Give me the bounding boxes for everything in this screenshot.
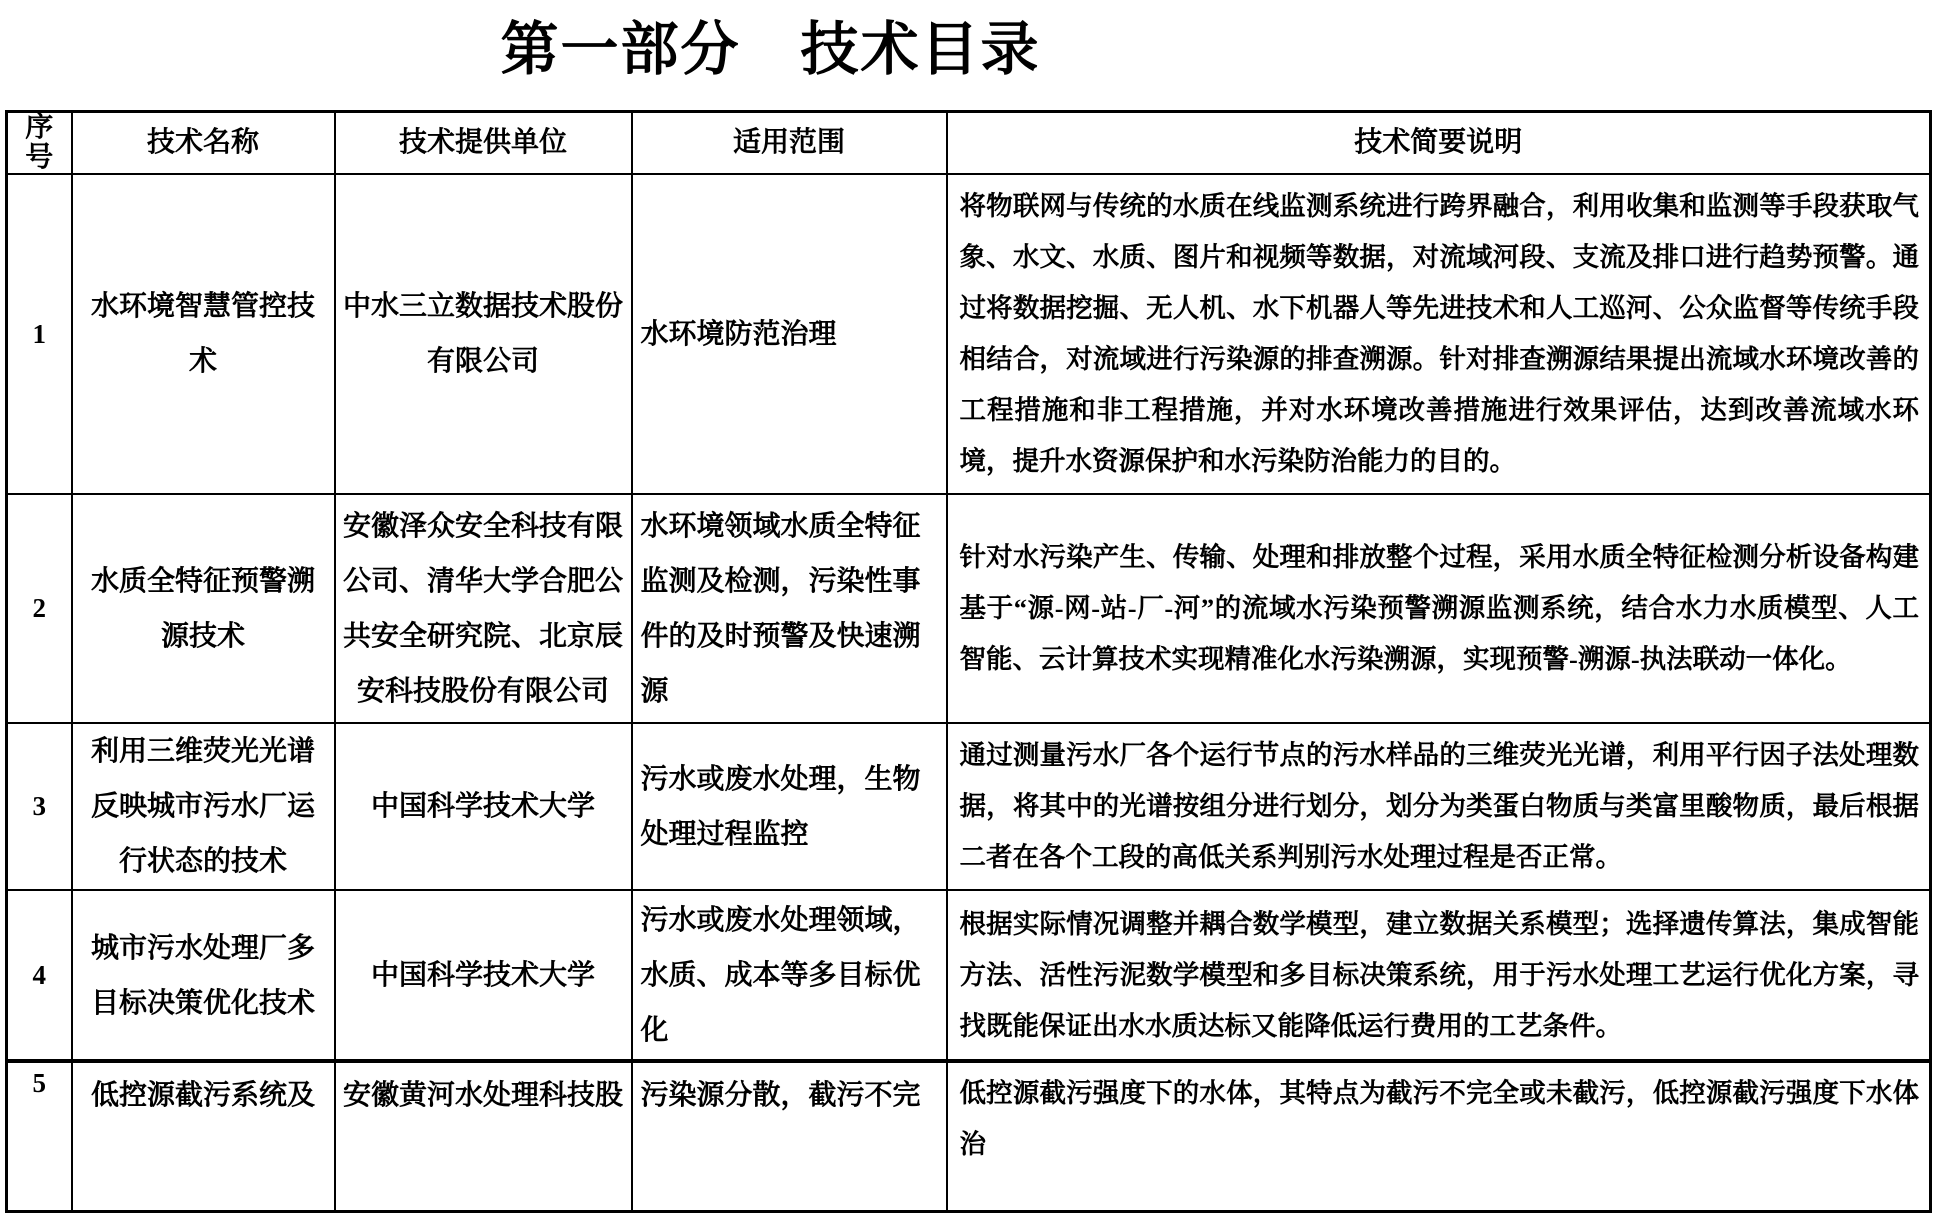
cell-scope: 污水或废水处理，生物处理过程监控: [632, 723, 947, 890]
table-row: [7, 890, 1931, 1061]
header-scope: 适用范围: [632, 112, 947, 175]
cell-serial-number: 5: [7, 1061, 72, 1211]
cell-description: 通过测量污水厂各个运行节点的污水样品的三维荧光光谱，利用平行因子法处理数据，将其中的光谱按组分进行划分，划分为类蛋白物质与类富里酸物质，最后根据二者在各个工段的高低关系判别污水处理过程是否正常。: [947, 723, 1931, 890]
cell-provider: 安徽泽众安全科技有限公司、清华大学合肥公共安全研究院、北京辰安科技股份有限公司: [335, 494, 632, 723]
cell-tech-name: 利用三维荧光光谱反映城市污水厂运行状态的技术: [72, 723, 335, 890]
page-bottom-edge: [5, 1059, 1932, 1063]
table-row: [7, 1061, 1931, 1211]
cell-scope: 水环境防范治理: [632, 174, 947, 494]
cell-provider: 中国科学技术大学: [335, 723, 632, 890]
header-description: 技术简要说明: [947, 112, 1931, 175]
cell-provider: 安徽黄河水处理科技股: [335, 1061, 632, 1211]
cell-description: 针对水污染产生、传输、处理和排放整个过程，采用水质全特征检测分析设备构建基于“源-网-站-厂-河”的流域水污染预警溯源监测系统，结合水力水质模型、人工智能、云计算技术实现精准化水污染溯源，实现预警-溯源-执法联动一体化。: [947, 494, 1931, 723]
cell-serial-number: 1: [7, 174, 72, 494]
table-row: [7, 174, 1931, 494]
cell-description: 低控源截污强度下的水体，其特点为截污不完全或未截污，低控源截污强度下水体治: [947, 1061, 1931, 1211]
cell-tech-name: 水质全特征预警溯源技术: [72, 494, 335, 723]
technology-catalog-table: [5, 110, 1932, 1213]
catalog-table-container: [5, 110, 1932, 1159]
page-title: 第一部分 技术目录: [500, 17, 1041, 82]
cell-serial-number: 3: [7, 723, 72, 890]
cell-description: 根据实际情况调整并耦合数学模型，建立数据关系模型；选择遗传算法，集成智能方法、活性污泥数学模型和多目标决策系统，用于污水处理工艺运行优化方案，寻找既能保证出水水质达标又能降低运行费用的工艺条件。: [947, 890, 1931, 1061]
table-row: [7, 494, 1931, 723]
cell-description: 将物联网与传统的水质在线监测系统进行跨界融合，利用收集和监测等手段获取气象、水文、水质、图片和视频等数据，对流域河段、支流及排口进行趋势预警。通过将数据挖掘、无人机、水下机器人等先进技术和人工巡河、公众监督等传统手段相结合，对流域进行污染源的排查溯源。针对排查溯源结果提出流域水环境改善的工程措施和非工程措施，并对水环境改善措施进行效果评估，达到改善流域水环境，提升水资源保护和水污染防治能力的目的。: [947, 174, 1931, 494]
header-tech-name: 技术名称: [72, 112, 335, 175]
cell-serial-number: 4: [7, 890, 72, 1061]
cell-provider: 中水三立数据技术股份有限公司: [335, 174, 632, 494]
table-row: [7, 723, 1931, 890]
cell-scope: 水环境领域水质全特征监测及检测，污染性事件的及时预警及快速溯源: [632, 494, 947, 723]
table-header-row: [7, 112, 1931, 175]
header-provider: 技术提供单位: [335, 112, 632, 175]
header-serial-number: 序号: [7, 112, 72, 175]
cell-tech-name: 城市污水处理厂多目标决策优化技术: [72, 890, 335, 1061]
cell-serial-number: 2: [7, 494, 72, 723]
cell-provider: 中国科学技术大学: [335, 890, 632, 1061]
cell-scope: 污染源分散，截污不完: [632, 1061, 947, 1211]
cell-scope: 污水或废水处理领域，水质、成本等多目标优化: [632, 890, 947, 1061]
cell-tech-name: 水环境智慧管控技术: [72, 174, 335, 494]
cell-tech-name: 低控源截污系统及: [72, 1061, 335, 1211]
